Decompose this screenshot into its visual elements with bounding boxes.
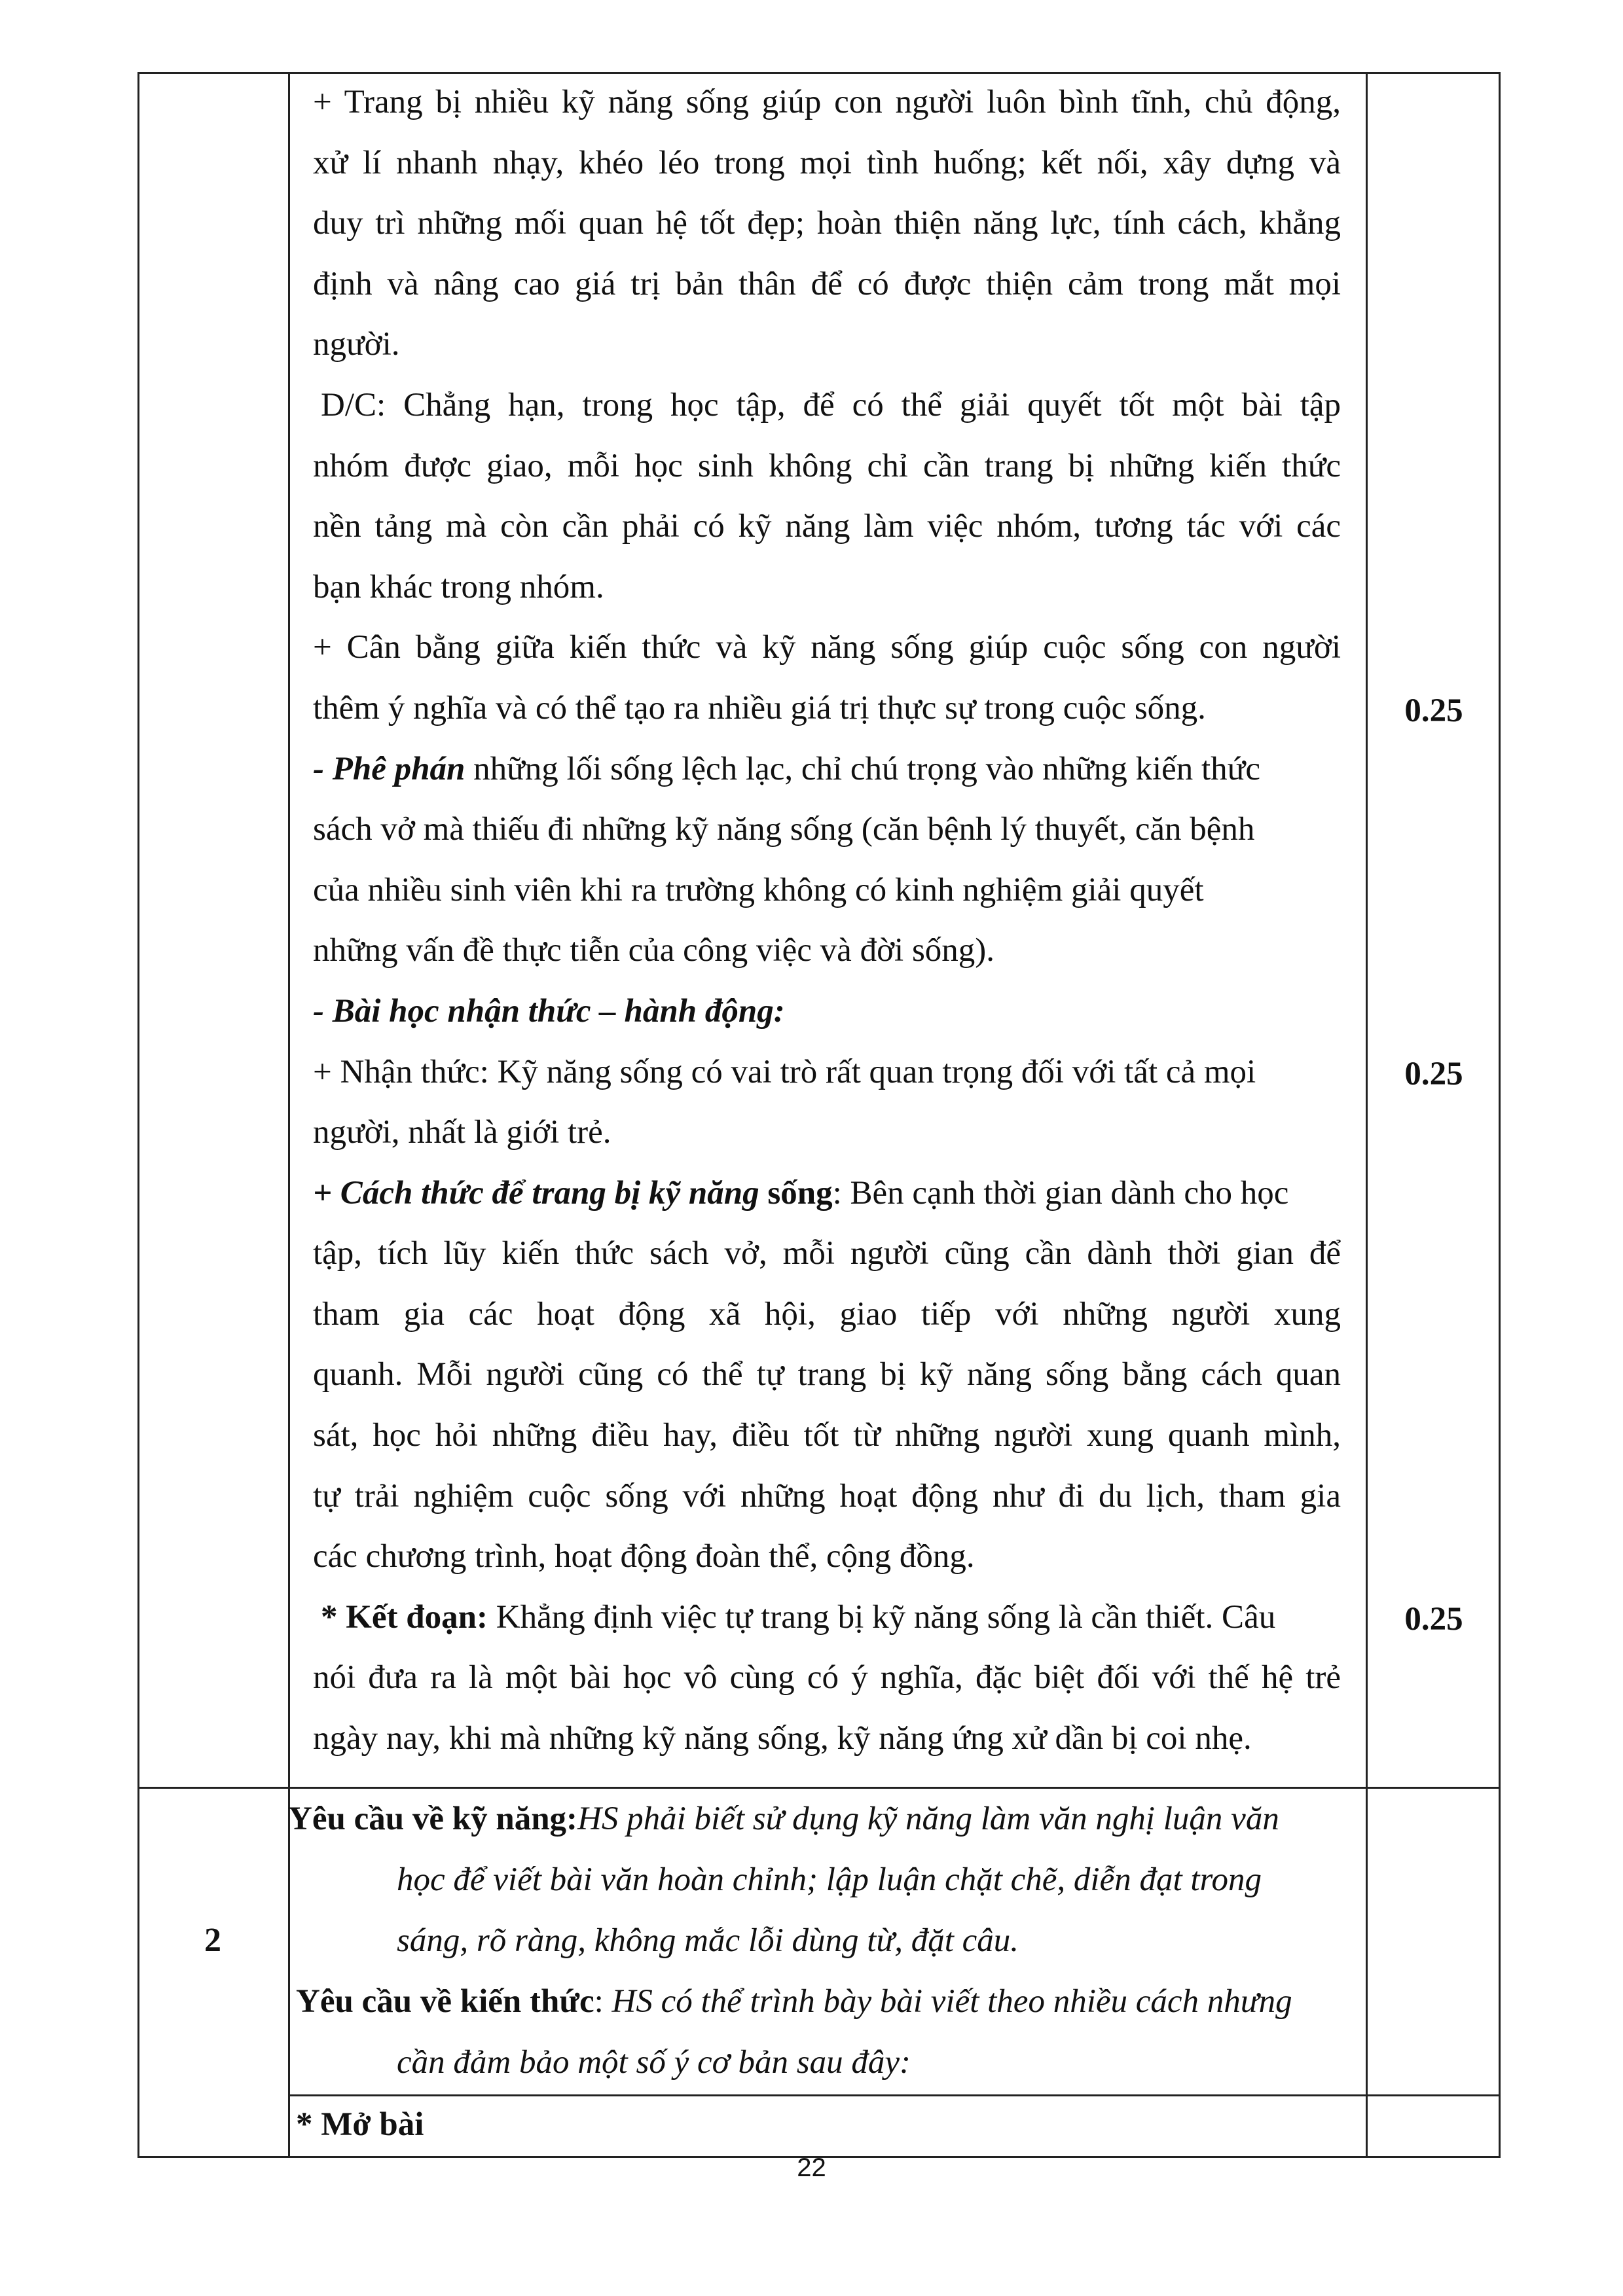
method-label-tail: sống [759, 1174, 833, 1211]
conclusion-label: * Kết đoạn: [321, 1598, 488, 1636]
text-line: bạn khác trong nhóm. [313, 568, 604, 605]
skill-text-line: học để viết bài văn hoàn chỉnh; lập luận chặt chẽ, diễn đạt trong [397, 1861, 1262, 1898]
text-line: nói đưa ra là một bài học vô cùng có ý nghĩa, đặc biệt đối với thế hệ trẻ [313, 1659, 1341, 1696]
score-value: 0.25 [1404, 1056, 1463, 1092]
knowledge-colon: : [594, 1983, 612, 2020]
text-line: người. [313, 326, 400, 363]
text-line: người, nhất là giới trẻ. [313, 1114, 611, 1151]
text-line: tập, tích lũy kiến thức sách vở, mỗi người cũng cần dành thời gian để [313, 1235, 1341, 1272]
conclusion-text: Khẳng định việc tự trang bị kỹ năng sống là cần thiết. Câu [488, 1598, 1276, 1636]
answer-content-section1 [313, 72, 1341, 1769]
text-line [288, 1910, 1349, 1971]
text-line: của nhiều sinh viên khi ra trường không có kinh nghiệm giải quyết [313, 871, 1204, 908]
text-line: D/C: Chẳng hạn, trong học tập, để có thể giải quyết tốt một bài tập [321, 386, 1341, 423]
text-line: xử lí nhanh nhạy, khéo léo trong mọi tình huống; kết nối, xây dựng và [313, 144, 1341, 181]
knowledge-requirement-line [288, 1971, 1349, 2032]
table-border-right [1499, 72, 1501, 2158]
knowledge-label: Yêu cầu về kiến thức [296, 1983, 594, 2020]
text-line: sát, học hỏi những điều hay, điều tốt từ những người xung quanh mình, [313, 1417, 1341, 1454]
text-line: định và nâng cao giá trị bản thân để có được thiện cảm trong mắt mọi [313, 265, 1341, 302]
method-label: + Cách thức để trang bị kỹ năng [313, 1174, 759, 1211]
score-value: 0.25 [1404, 692, 1463, 729]
skill-text: HS phải biết sử dụng kỹ năng làm văn nghị luận văn [577, 1801, 1279, 1837]
method-line [313, 1163, 1341, 1224]
lesson-heading-text: - Bài học nhận thức – hành động: [313, 992, 785, 1030]
text-line: các chương trình, hoạt động đoàn thể, cộng đồng. [313, 1538, 975, 1575]
page-number: 22 [797, 2153, 826, 2182]
skill-label: Yêu cầu về kỹ năng: [288, 1801, 578, 1837]
text-line: quanh. Mỗi người cũng có thể tự trang bị kỹ năng sống bằng cách quan [313, 1356, 1341, 1393]
opening-heading [288, 2094, 1349, 2155]
skill-requirement-line [288, 1789, 1349, 1850]
text-line [288, 1850, 1349, 1910]
text-line: tham gia các hoạt động xã hội, giao tiếp với những người xung [313, 1295, 1341, 1333]
text-line: + Trang bị nhiều kỹ năng sống giúp con người luôn bình tĩnh, chủ động, [313, 84, 1341, 120]
text-line: duy trì những mối quan hệ tốt đẹp; hoàn thiện năng lực, tính cách, khẳng [313, 205, 1341, 242]
answer-content-section2 [288, 1789, 1349, 2155]
text-line: tự trải nghiệm cuộc sống với những hoạt động như đi du lịch, tham gia [313, 1477, 1341, 1515]
method-text: : Bên cạnh thời gian dành cho học [832, 1174, 1289, 1211]
text-line [288, 2032, 1349, 2093]
skill-text-line: sáng, rõ ràng, không mắc lỗi dùng từ, đặt câu. [397, 1922, 1019, 1959]
text-line: những vấn đề thực tiễn của công việc và đời sống). [313, 932, 995, 969]
critique-text: những lối sống lệch lạc, chỉ chú trọng vào những kiến thức [465, 750, 1260, 787]
knowledge-text-line: cần đảm bảo một số ý cơ bản sau đây: [397, 2044, 911, 2081]
text-line: + Cân bằng giữa kiến thức và kỹ năng sống giúp cuộc sống con người [313, 629, 1341, 666]
text-line: nền tảng mà còn cần phải có kỹ năng làm việc nhóm, tương tác với các [313, 508, 1341, 545]
text-line: nhóm được giao, mỗi học sinh không chỉ cần trang bị những kiến thức [313, 447, 1341, 484]
text-line: + Nhận thức: Kỹ năng sống có vai trò rất quan trọng đối với tất cả mọi [313, 1053, 1256, 1090]
column-divider-2 [1366, 72, 1368, 2158]
text-line: thêm ý nghĩa và có thể tạo ra nhiều giá trị thực sự trong cuộc sống. [313, 689, 1206, 726]
lesson-heading [313, 981, 1341, 1042]
text-line: sách vở mà thiếu đi những kỹ năng sống (căn bệnh lý thuyết, căn bệnh [313, 811, 1255, 848]
score-value: 0.25 [1404, 1601, 1463, 1638]
knowledge-text: HS có thể trình bày bài viết theo nhiều cách nhưng [611, 1983, 1292, 2020]
table-border-left [137, 72, 139, 2158]
critique-line [313, 739, 1341, 800]
conclusion-line [313, 1587, 1341, 1648]
question-number: 2 [204, 1922, 221, 1959]
critique-label: - Phê phán [313, 750, 465, 787]
opening-text: * Mở bài [296, 2106, 424, 2143]
text-line: ngày nay, khi mà những kỹ năng sống, kỹ năng ứng xử dần bị coi nhẹ. [313, 1720, 1252, 1757]
